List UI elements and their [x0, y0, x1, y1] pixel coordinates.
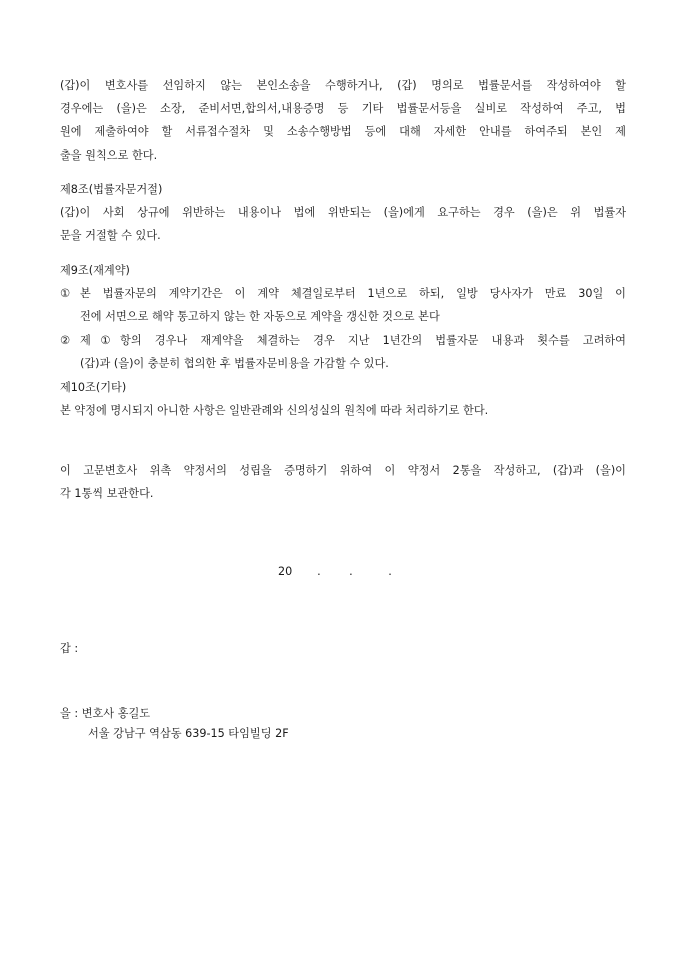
item-marker: ① [60, 287, 71, 301]
article-8-line: (갑)이 사회 상규에 위반하는 내용이나 법에 위반되는 (을)에게 요구하는 경우 (을)은 위 법률자 [60, 206, 626, 220]
article-8-line: 문을 거절할 수 있다. [60, 229, 161, 243]
intro-line: (갑)이 변호사를 선임하지 않는 본인소송을 수행하거나, (갑) 명의로 법률문서를 작성하여야 할 [60, 79, 626, 92]
item-line: 본 법률자문의 계약기간은 이 계약 체결일로부터 1년으로 하되, 일방 당사자가 만료 30일 이 [80, 287, 626, 301]
closing-line: 각 1통씩 보관한다. [60, 487, 154, 501]
article-10-line: 본 약정에 명시되지 아니한 사항은 일반관례와 신의성실의 원칙에 따라 처리하기로 한다. [60, 404, 489, 418]
article-10-heading: 제10조(기타) [60, 381, 127, 394]
intro-paragraph [60, 74, 626, 167]
article-9-item [60, 282, 626, 328]
party-a-label: 갑 : [60, 642, 79, 655]
party-b-label: 을 : 변호사 홍길도 [60, 707, 151, 720]
article-9 [60, 259, 626, 375]
item-line: (갑)과 (을)이 충분히 협의한 후 법률자문비용을 가감할 수 있다. [80, 356, 389, 370]
party-b-address: 서울 강남구 역삼동 639-15 타임빌딩 2F [88, 727, 289, 740]
closing-statement [60, 459, 626, 505]
item-marker: ② [60, 333, 71, 347]
item-line: 제①항의 경우나 재계약을 체결하는 경우 지난 1년간의 법률자문 내용과 횟수를 고려하여 [80, 333, 626, 347]
intro-line: 출을 원칙으로 한다. [60, 148, 158, 162]
item-line: 전에 서면으로 해약 통고하지 않는 한 자동으로 계약을 갱신한 것으로 본다 [80, 310, 440, 324]
article-8-heading: 제8조(법률자문거절) [60, 183, 163, 196]
closing-line: 이 고문변호사 위촉 약정서의 성립을 증명하기 위하여 이 약정서 2통을 작성하고, (갑)과 (을)이 [60, 464, 626, 477]
intro-line: 경우에는 (을)은 소장, 준비서면,합의서,내용증명 등 기타 법률문서등을 실비로 작성하여 주고, 법 [60, 102, 626, 116]
article-9-heading: 제9조(재계약) [60, 264, 130, 277]
article-10 [60, 376, 626, 422]
article-8 [60, 178, 626, 248]
contract-date: 20 . . . [278, 565, 392, 578]
intro-line: 원에 제출하여야 할 서류접수절차 및 소송수행방법 등에 대해 자세한 안내를 하여주되 본인 제 [60, 125, 626, 139]
article-9-item [60, 329, 626, 375]
